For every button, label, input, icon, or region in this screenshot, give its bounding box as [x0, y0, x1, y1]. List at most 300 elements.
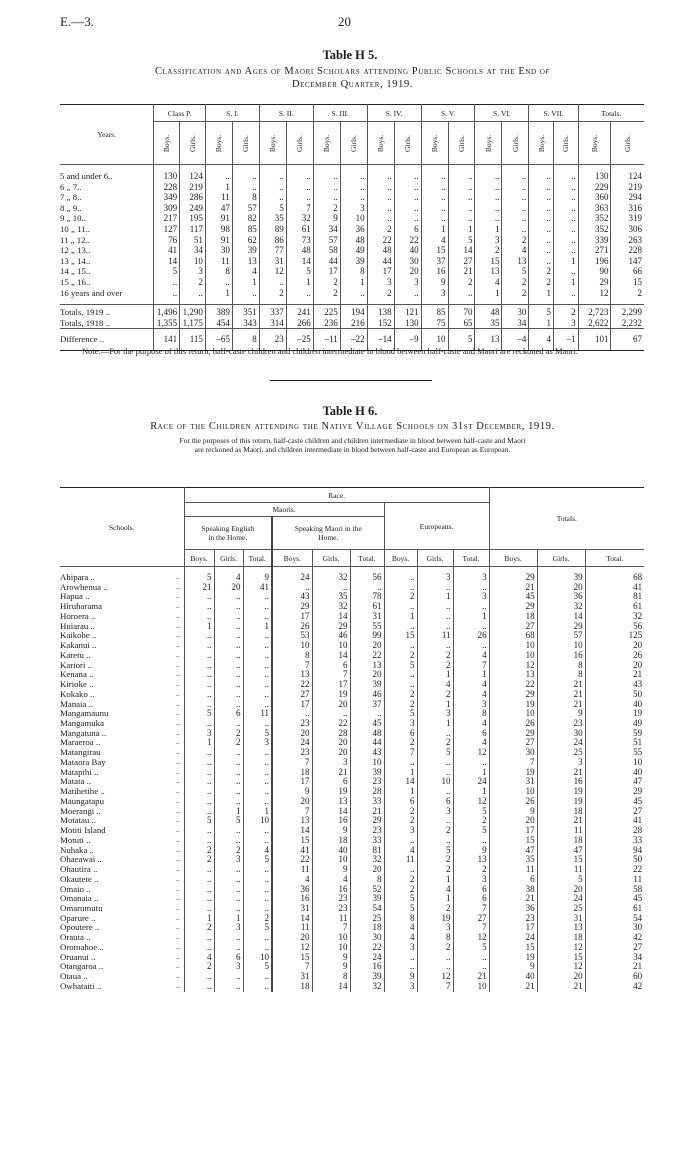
school-name: Orauta .. [60, 932, 91, 943]
table-cell: 4 [214, 567, 243, 583]
school-name: Matihetihe .. [60, 786, 105, 797]
table-cell: –11 [313, 329, 340, 351]
school-name: Maungatapu [60, 795, 104, 806]
table-cell: .. [243, 768, 272, 778]
table-cell: 3 [417, 567, 453, 583]
table-cell: 9 [489, 962, 537, 972]
table-cell: 3 [417, 807, 453, 817]
table-cell: 319 [611, 213, 644, 224]
table-cell: 12 [489, 661, 537, 671]
row-label: 13 „ 14.. [60, 255, 91, 266]
table-cell: .. [243, 661, 272, 671]
school-name: Ohautira .. [60, 864, 98, 875]
table-cell: 82 [232, 213, 259, 224]
table-cell: 44 [367, 256, 394, 267]
table-cell: .. [529, 182, 554, 193]
school-name: Kenana .. [60, 669, 94, 680]
table-cell: 2 [180, 277, 206, 288]
table-cell: 30 [394, 256, 421, 267]
table-cell: .. [184, 826, 214, 836]
table-cell: .. [384, 641, 417, 651]
table-cell: 130 [578, 171, 611, 182]
table-cell: 16 [421, 266, 448, 277]
table-cell: 19 [417, 914, 453, 924]
table-cell: .. [214, 612, 243, 622]
table-cell: .. [154, 288, 180, 299]
table-cell: .. [448, 213, 475, 224]
table-cell: 2 [184, 962, 214, 972]
table-cell: .. [554, 213, 579, 224]
table-cell: 1 [554, 277, 579, 288]
school-row [60, 885, 644, 895]
school-name: Kirioke .. [60, 679, 94, 690]
section-divider [270, 380, 432, 381]
table-cell: .. [417, 583, 453, 593]
table-cell: 11 [384, 855, 417, 865]
table-cell: 6 [417, 797, 453, 807]
table-cell: .. [350, 709, 384, 719]
total-column-header: Total. [453, 550, 489, 567]
table-cell: .. [272, 583, 312, 593]
table-h6-subtitle-line1: For the purposes of this return, half-caste children and children intermediate in blood between half-caste and Maori [179, 436, 526, 445]
table-cell: 60 [585, 972, 644, 982]
table-cell: 16 [312, 885, 350, 895]
table-cell: 124 [180, 171, 206, 182]
boys-column-header [259, 122, 286, 165]
leader-dots: .. [176, 972, 180, 981]
table-cell: 10 [421, 329, 448, 351]
table-cell: 70 [448, 305, 475, 318]
table-cell: 2 [417, 826, 453, 836]
table-cell: 15 [475, 256, 502, 267]
table-cell: .. [180, 288, 206, 299]
table-cell: 14 [448, 245, 475, 256]
leader-dots: .. [176, 796, 180, 805]
table-cell: 13 [453, 855, 489, 865]
table-cell: 59 [585, 729, 644, 739]
table-cell: .. [154, 277, 180, 288]
school-row [60, 933, 644, 943]
school-row [60, 777, 644, 787]
school-row [60, 982, 644, 992]
table-cell: 89 [259, 224, 286, 235]
table-cell: 2 [502, 288, 529, 299]
table-cell: .. [448, 288, 475, 299]
table-cell: .. [529, 245, 554, 256]
table-cell: 51 [180, 235, 206, 246]
school-name: Matata .. [60, 776, 92, 787]
table-cell: 21 [489, 583, 537, 593]
table-row [60, 192, 644, 203]
group-header: S. VII. [529, 105, 578, 122]
leader-dots: .. [176, 719, 180, 728]
row-label: 12 „ 13.. [60, 245, 91, 256]
school-row [60, 943, 644, 953]
table-cell: 6 [453, 885, 489, 895]
table-cell: 5 [214, 816, 243, 826]
table-cell: 21 [585, 962, 644, 972]
table-cell: 1 [554, 256, 579, 267]
table-cell: 86 [259, 235, 286, 246]
table-cell: 2 [417, 865, 453, 875]
table-cell: 30 [350, 933, 384, 943]
table-cell: .. [214, 641, 243, 651]
table-cell: 21 [537, 982, 585, 992]
table-cell: 2 [417, 943, 453, 953]
table-cell: 27 [272, 690, 312, 700]
table-cell: .. [214, 602, 243, 612]
table-cell: .. [214, 622, 243, 632]
table-cell: 10 [312, 933, 350, 943]
table-cell: 10 [537, 641, 585, 651]
table-cell: 2 [502, 277, 529, 288]
table-cell: 18 [537, 933, 585, 943]
table-cell: .. [502, 192, 529, 203]
table-cell: 61 [585, 602, 644, 612]
school-row [60, 661, 644, 671]
table-cell: 23 [350, 826, 384, 836]
table-cell: 26 [453, 631, 489, 641]
boys-column-label: Boys. [590, 134, 600, 152]
total-column-header: Total. [243, 550, 272, 567]
table-cell: .. [384, 953, 417, 963]
table-cell: .. [340, 192, 367, 203]
table-cell: 32 [350, 982, 384, 992]
table-cell: 24 [272, 567, 312, 583]
school-name: Motatau .. [60, 815, 96, 826]
table-cell: .. [384, 670, 417, 680]
table-cell: 3 [184, 729, 214, 739]
table-cell: 147 [611, 256, 644, 267]
table-cell: 58 [313, 245, 340, 256]
table-cell: 81 [350, 846, 384, 856]
table-cell: 9 [272, 787, 312, 797]
table-cell: .. [384, 680, 417, 690]
speaking-english-header: Speaking English in the Home. [184, 517, 272, 550]
table-row [60, 235, 644, 246]
school-row [60, 904, 644, 914]
table-cell: 4 [384, 846, 417, 856]
table-cell: 94 [585, 846, 644, 856]
table-cell: 1 [529, 318, 554, 329]
table-cell: 7 [312, 923, 350, 933]
table-cell: 8 [232, 192, 259, 203]
table-cell: 17 [272, 612, 312, 622]
table-cell: 19 [489, 768, 537, 778]
leader-dots: .. [176, 942, 180, 951]
leader-dots: .. [176, 757, 180, 766]
girls-column-header [180, 122, 206, 165]
school-row [60, 836, 644, 846]
table-cell: .. [367, 192, 394, 203]
boys-column-label: Boys. [268, 134, 278, 152]
table-cell: 15 [489, 943, 537, 953]
table-cell: 3 [417, 709, 453, 719]
table-cell: .. [554, 288, 579, 299]
table-cell: 37 [421, 256, 448, 267]
table-cell: 16 [272, 894, 312, 904]
table-cell: 2 [529, 277, 554, 288]
leader-dots: .. [176, 835, 180, 844]
table-cell: .. [421, 171, 448, 182]
table-cell: .. [529, 171, 554, 182]
table-cell: 12 [453, 933, 489, 943]
table-cell: 43 [585, 680, 644, 690]
table-cell: 45 [489, 592, 537, 602]
table-cell: 7 [453, 661, 489, 671]
table-cell: 36 [272, 885, 312, 895]
row-label: 15 „ 16.. [60, 276, 91, 287]
school-name: Huiarau .. [60, 620, 95, 631]
table-cell: 62 [232, 235, 259, 246]
school-name: Mataora Bay [60, 756, 106, 767]
table-cell: 3 [394, 277, 421, 288]
table-cell: .. [417, 953, 453, 963]
table-cell: 41 [243, 583, 272, 593]
table-cell: .. [184, 748, 214, 758]
table-cell: 3 [214, 923, 243, 933]
table-cell: 1 [384, 768, 417, 778]
table-cell: 1 [184, 622, 214, 632]
table-cell: 13 [475, 266, 502, 277]
table-cell: 3 [384, 982, 417, 992]
table-cell: 38 [489, 885, 537, 895]
table-cell: 20 [585, 641, 644, 651]
table-cell: .. [394, 182, 421, 193]
table-cell: .. [313, 182, 340, 193]
table-cell: 24 [489, 933, 537, 943]
table-cell: 15 [421, 245, 448, 256]
table-cell: 195 [180, 213, 206, 224]
table-cell: 55 [350, 622, 384, 632]
table-cell: 2 [417, 904, 453, 914]
table-cell: 2 [313, 288, 340, 299]
leader-dots: .. [176, 641, 180, 650]
table-cell: 13 [350, 661, 384, 671]
table-cell: 8 [417, 933, 453, 943]
table-cell: 9 [489, 807, 537, 817]
table-cell: 3 [214, 855, 243, 865]
table-cell: 9 [537, 709, 585, 719]
table-cell: 51 [585, 738, 644, 748]
school-name: Omaio .. [60, 883, 91, 894]
table-cell: 8 [384, 914, 417, 924]
school-row [60, 612, 644, 622]
table-cell: 15 [272, 953, 312, 963]
table-cell: 11 [205, 192, 232, 203]
table-cell: .. [243, 885, 272, 895]
table-cell: 22 [367, 235, 394, 246]
table-cell: 10 [243, 816, 272, 826]
table-cell: 13 [537, 923, 585, 933]
table-cell: 2 [417, 661, 453, 671]
table-cell: 3 [340, 203, 367, 214]
table-cell: 20 [350, 670, 384, 680]
school-row [60, 670, 644, 680]
table-cell: .. [243, 700, 272, 710]
table-cell: 12 [578, 288, 611, 299]
school-row [60, 855, 644, 865]
table-cell: .. [421, 213, 448, 224]
table-cell: .. [214, 836, 243, 846]
table-cell: .. [554, 203, 579, 214]
table-cell: 11 [312, 914, 350, 924]
girls-column-label: Girls. [295, 134, 305, 152]
table-cell: .. [286, 182, 313, 193]
table-cell: 3 [243, 738, 272, 748]
table-cell: 18 [489, 612, 537, 622]
table-cell: 2 [384, 651, 417, 661]
totals-header: Totals. [489, 488, 644, 550]
table-cell: .. [214, 700, 243, 710]
table-cell: 13 [502, 256, 529, 267]
table-cell: 23 [272, 719, 312, 729]
leader-dots: .. [176, 660, 180, 669]
table-cell: 22 [585, 865, 644, 875]
table-cell: 8 [537, 670, 585, 680]
table-cell: 15 [611, 277, 644, 288]
girls-column-label: Girls. [187, 134, 197, 152]
school-row [60, 962, 644, 972]
school-name: Kariori .. [60, 659, 93, 670]
table-cell: 6 [312, 777, 350, 787]
table-cell: 196 [578, 256, 611, 267]
table-cell: 10 [272, 641, 312, 651]
table-cell: 5 [184, 567, 214, 583]
table-cell: 14 [312, 651, 350, 661]
leader-dots: .. [176, 748, 180, 757]
table-cell: 36 [489, 904, 537, 914]
girls-column-header: Girls. [417, 550, 453, 567]
table-cell: 44 [313, 256, 340, 267]
table-cell: .. [554, 224, 579, 235]
table-cell: .. [384, 602, 417, 612]
table-cell: 36 [537, 592, 585, 602]
table-cell: 4 [475, 277, 502, 288]
school-name: Ohaeawai .. [60, 854, 102, 865]
table-cell: 40 [585, 700, 644, 710]
table-cell: .. [184, 612, 214, 622]
table-cell: .. [214, 758, 243, 768]
boys-column-header [578, 122, 611, 165]
table-cell: 5 [243, 923, 272, 933]
table-cell: 21 [448, 266, 475, 277]
table-cell: 28 [350, 787, 384, 797]
leader-dots: .. [176, 709, 180, 718]
school-row [60, 690, 644, 700]
table-cell: 40 [312, 846, 350, 856]
table-cell: 49 [340, 245, 367, 256]
table-cell: 21 [184, 583, 214, 593]
table-cell: 1 [384, 787, 417, 797]
table-cell: 219 [611, 182, 644, 193]
table-cell: .. [214, 787, 243, 797]
table-cell: 16 [537, 651, 585, 661]
table-cell: .. [367, 213, 394, 224]
boys-column-label: Boys. [214, 134, 224, 152]
table-cell: 14 [286, 256, 313, 267]
table-cell: 1 [286, 277, 313, 288]
school-row [60, 865, 644, 875]
europeans-header: Europeans. [384, 503, 489, 550]
table-cell: 2 [214, 738, 243, 748]
table-cell: 50 [585, 690, 644, 700]
table-cell: 45 [350, 719, 384, 729]
table-cell: 7 [417, 982, 453, 992]
table-cell: 351 [232, 305, 259, 318]
table-cell: .. [243, 933, 272, 943]
table-cell: .. [243, 690, 272, 700]
table-cell: 47 [205, 203, 232, 214]
table-cell: 115 [180, 329, 206, 351]
table-row [60, 182, 644, 193]
table-cell: 13 [312, 797, 350, 807]
table-cell: 1 [453, 612, 489, 622]
school-name: Motiti Island [60, 825, 106, 836]
table-cell: 40 [394, 245, 421, 256]
table-cell: .. [184, 592, 214, 602]
table-cell: 1 [453, 670, 489, 680]
leader-dots: .. [176, 806, 180, 815]
table-cell: 39 [350, 894, 384, 904]
table-cell: 20 [537, 972, 585, 982]
table-row [60, 277, 644, 288]
table-cell: 10 [243, 953, 272, 963]
table-cell: 10 [180, 256, 206, 267]
table-cell: 7 [272, 758, 312, 768]
page-number: 20 [338, 14, 351, 29]
table-cell: .. [313, 192, 340, 203]
school-row [60, 923, 644, 933]
table-cell: 41 [154, 245, 180, 256]
table-cell: 2 [259, 288, 286, 299]
table-cell: .. [232, 171, 259, 182]
table-cell: 21 [453, 972, 489, 982]
table-cell: 11 [537, 826, 585, 836]
table-cell: 360 [578, 192, 611, 203]
boys-column-header: Boys. [489, 550, 537, 567]
table-cell: 7 [286, 203, 313, 214]
table-cell: 17 [313, 266, 340, 277]
table-cell: .. [384, 865, 417, 875]
table-cell: 28 [312, 729, 350, 739]
table-cell: 294 [611, 192, 644, 203]
table-cell: 306 [611, 224, 644, 235]
row-label: 7 „ 8.. [60, 192, 82, 203]
table-cell: 117 [180, 224, 206, 235]
table-cell: 16 [537, 777, 585, 787]
table-cell: 4 [184, 953, 214, 963]
school-row [60, 826, 644, 836]
table-cell: .. [243, 777, 272, 787]
table-row [60, 203, 644, 214]
school-name: Mangamuka [60, 718, 104, 729]
table-cell: 11 [272, 865, 312, 875]
table-cell: 2,232 [611, 318, 644, 329]
table-cell: 3 [554, 318, 579, 329]
table-cell: .. [453, 583, 489, 593]
table-cell: 14 [312, 612, 350, 622]
school-row [60, 622, 644, 632]
table-cell: 44 [350, 738, 384, 748]
table-cell: .. [529, 203, 554, 214]
table-cell: 2 [611, 288, 644, 299]
table-cell: 39 [350, 972, 384, 982]
table-cell: .. [554, 235, 579, 246]
table-cell: 3 [475, 235, 502, 246]
table-cell: 15 [489, 836, 537, 846]
table-cell: .. [205, 171, 232, 182]
